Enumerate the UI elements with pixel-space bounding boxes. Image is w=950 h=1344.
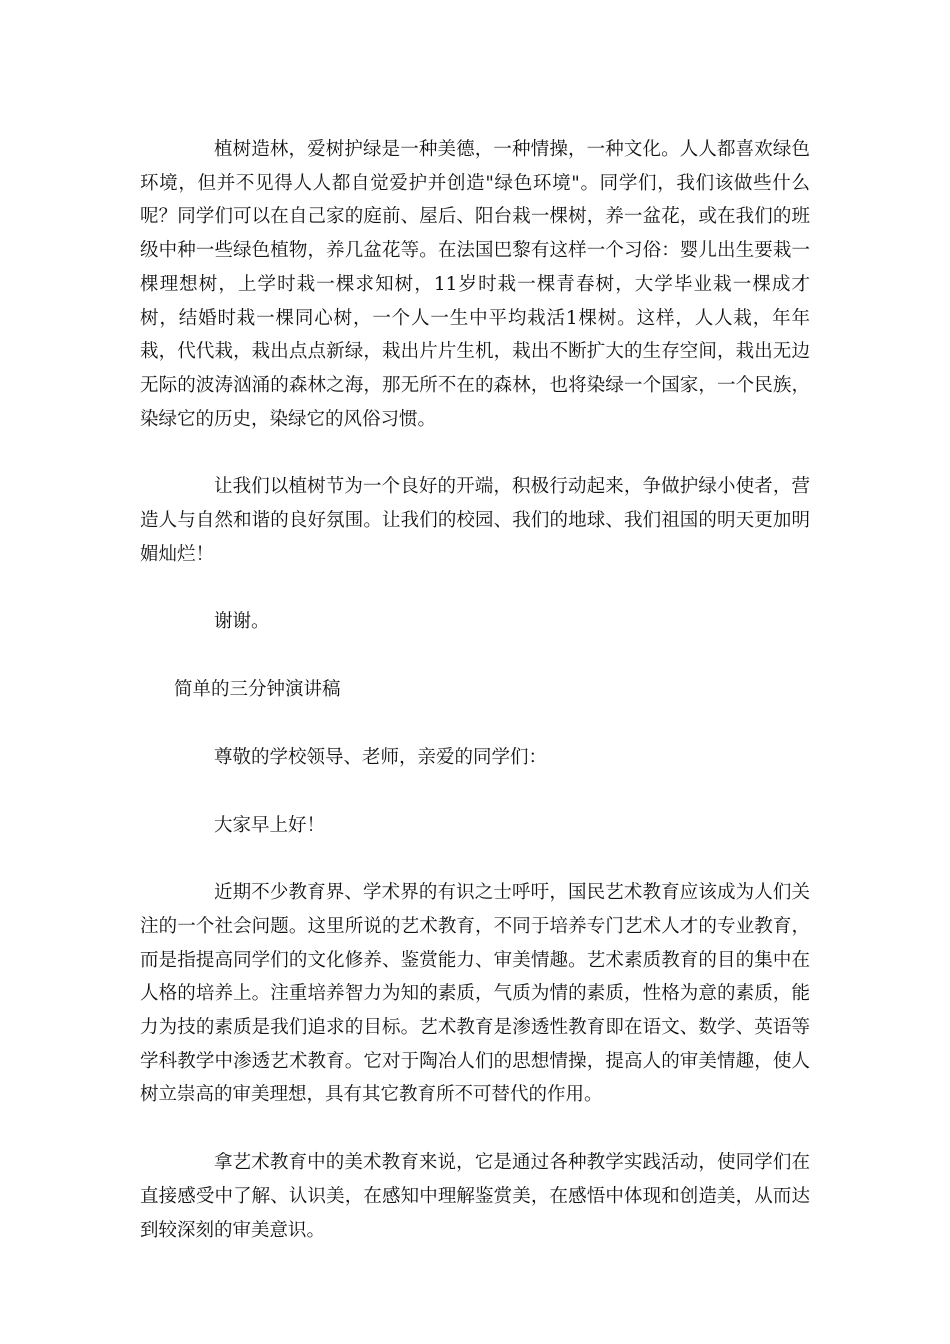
paragraph-tree-planting: 植树造林，爱树护绿是一种美德，一种情操，一种文化。人人都喜欢绿色环境，但并不见得人人都自觉爱护并创造"绿色环境"。同学们，我们该做些什么呢？同学们可以在自己家的庭前、屋后、阳台栽一棵树，养一盆花，或在我们的班级中种一些绿色植物，养几盆花等。在法国巴黎有这样一个习俗：婴儿出生要栽一棵理想树，上学时栽一棵求知树，11岁时栽一棵青春树，大学毕业栽一棵成才树，结婚时栽一棵同心树，一个人一生中平均栽活1棵树。这样，人人栽，年年栽，代代栽，栽出点点新绿，栽出片片生机，栽出不断扩大的生存空间，栽出无边无际的波涛汹涌的森林之海，那无所不在的森林，也将染绿一个国家，一个民族，染绿它的历史，染绿它的风俗习惯。	[140, 139, 810, 430]
document-body	[140, 133, 810, 1281]
paragraph-call-to-action: 让我们以植树节为一个良好的开端，积极行动起来，争做护绿小使者，营造人与自然和谐的良好氛围。让我们的校园、我们的地球、我们祖国的明天更加明媚灿烂！	[140, 476, 810, 565]
section-heading: 简单的三分钟演讲稿	[174, 679, 341, 701]
paragraph-art-education: 近期不少教育界、学术界的有识之士呼吁，国民艺术教育应该成为人们关注的一个社会问题。这里所说的艺术教育，不同于培养专门艺术人才的专业教育，而是指提高同学们的文化修养、鉴赏能力、审美情趣。艺术素质教育的目的集中在人格的培养上。注重培养智力为知的素质，气质为情的素质，性格为意的素质，能力为技的素质是我们追求的目标。艺术教育是渗透性教育即在语文、数学、英语等学科教学中渗透艺术教育。它对于陶冶人们的思想情操，提高人的审美情趣，使人树立崇高的审美理想，具有其它教育所不可替代的作用。	[140, 882, 810, 1106]
paragraph-greeting: 大家早上好！	[214, 814, 326, 836]
paragraph-thanks: 谢谢。	[214, 611, 270, 633]
paragraph-salutation: 尊敬的学校领导、老师，亲爱的同学们：	[214, 746, 548, 768]
paragraph-fine-arts: 拿艺术教育中的美术教育来说，它是通过各种教学实践活动，使同学们在直接感受中了解、认识美，在感知中理解鉴赏美，在感悟中体现和创造美，从而达到较深刻的审美意识。	[140, 1152, 810, 1241]
